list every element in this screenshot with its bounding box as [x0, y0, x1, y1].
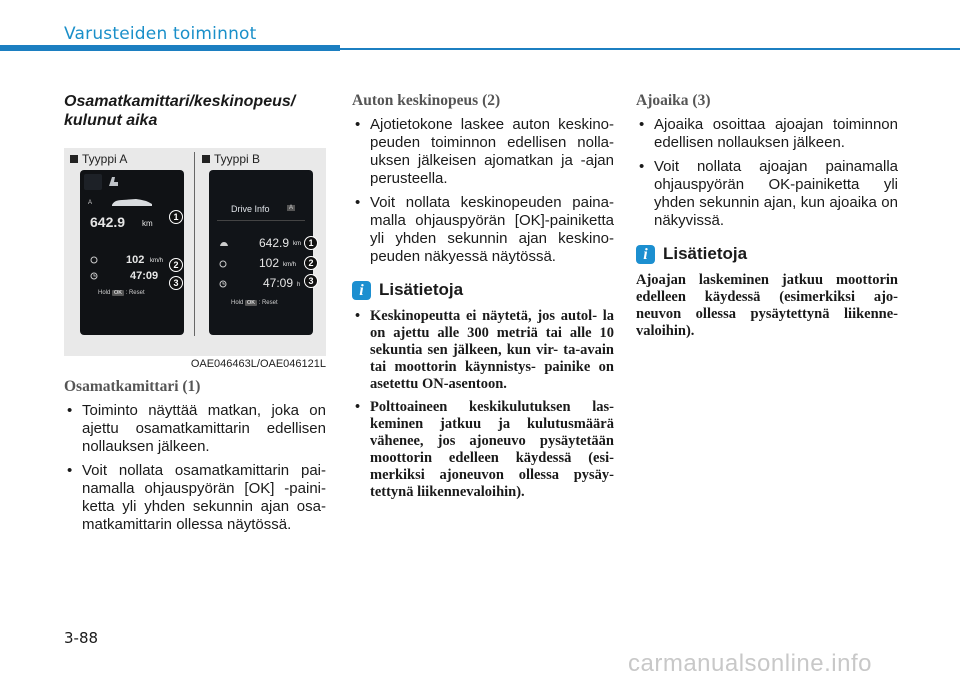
header-rule — [340, 48, 960, 50]
callout-1: 1 — [169, 210, 183, 224]
screen-badge: A — [88, 200, 93, 206]
callout-3: 3 — [304, 274, 318, 288]
info-title: Lisätietoja — [663, 244, 748, 263]
screen-speed: 102 — [259, 256, 280, 270]
section-title: Osamatkamittari/keskinopeus/ kulunut aika — [64, 93, 296, 129]
section-heading: Ajoaika (3) — [636, 92, 711, 109]
screen-distance: 642.9 — [259, 236, 290, 250]
figure-caption: OAE046463L/OAE046121L — [190, 358, 326, 370]
figure-label-b: Tyyppi B — [202, 152, 260, 166]
info-title: Lisätietoja — [379, 280, 464, 299]
screen-tile — [84, 174, 102, 190]
info-icon: i — [636, 245, 655, 264]
callout-3: 3 — [169, 276, 183, 290]
info-text: Ajoajan laskeminen jatkuu moottorin edelleen käydessä (esimerkiksi ajo- neuvon ollessa pysäytettynä liikenne- valoihin). — [636, 272, 898, 339]
figure-label-a: Tyyppi A — [70, 152, 127, 166]
bullet-list — [64, 402, 326, 534]
screen-distance-unit: km — [142, 219, 153, 228]
screen-hold-hint: Hold OK : Reset — [231, 300, 278, 306]
page-number: 3-88 — [64, 629, 99, 647]
info-icon: i — [352, 281, 371, 300]
screen-rule — [217, 220, 305, 221]
callout-2: 2 — [304, 256, 318, 270]
screen-time-unit: h — [297, 282, 301, 288]
column-right — [636, 92, 898, 340]
section-heading: Auton keskinopeus (2) — [352, 92, 501, 109]
list-item: • Ajoaika osoittaa ajoajan toiminnon edellisen nollauksen jälkeen. — [636, 116, 898, 152]
column-left — [64, 92, 326, 540]
screen-speed-unit: km/h — [150, 258, 164, 264]
figure-divider — [194, 152, 195, 336]
column-middle — [352, 92, 614, 507]
cluster-screen-b — [209, 170, 313, 335]
clock-icon — [219, 280, 227, 288]
list-item: • Polttoaineen keskikulutuksen las- keminen jatkuu ja kulutusmäärä vähenee, jos ajoneuvo pysäytetään moottorin edelleen käydessä (esi- merkiksi ajoneuvon ollessa pysäy- tettynä liikennevaloihin). — [352, 399, 614, 501]
screen-title: Drive Info — [231, 204, 270, 214]
seat-icon — [106, 174, 120, 188]
watermark: carmanualsonline.info — [628, 650, 872, 677]
list-item: • Voit nollata osamatkamittarin pai- namalla ohjauspyörän [OK] -paini- ketta yli yhden sekunnin ajan osa- matkamittarin ollessa näytössä. — [64, 462, 326, 534]
clock-icon — [90, 272, 98, 280]
screen-distance: 642.9 — [90, 214, 126, 230]
header-title: Varusteiden toiminnot — [64, 24, 257, 44]
screen-hold-hint: Hold OK : Reset — [98, 290, 145, 296]
callout-2: 2 — [169, 258, 183, 272]
screen-time: 47:09 — [263, 276, 294, 290]
bullet-list — [636, 116, 898, 230]
screen-distance-unit: km — [293, 241, 301, 247]
bullet-list — [352, 116, 614, 266]
square-bullet-icon — [70, 155, 78, 163]
list-item: • Ajotietokone laskee auton keskino- peuden toiminnon edellisen nolla- uksen jälkeisen ajomatkan ja -ajan perusteella. — [352, 116, 614, 188]
screen-speed: 102 — [126, 254, 145, 266]
info-header — [352, 280, 614, 300]
square-bullet-icon — [202, 155, 210, 163]
car-icon — [219, 240, 229, 247]
cluster-screen-a — [80, 170, 184, 335]
info-bullet-list — [352, 308, 614, 501]
section-heading: Osamatkamittari (1) — [64, 378, 201, 395]
list-item: • Toiminto näyttää matkan, joka on ajettu osamatkamittarin edellisen nollauksen jälkeen. — [64, 402, 326, 456]
car-icon — [110, 196, 154, 208]
list-item: • Voit nollata ajoajan painamalla ohjauspyörän OK-painiketta yli yhden sekunnin ajan, kun ajoaika on näkyvissä. — [636, 158, 898, 230]
header-bar — [0, 45, 340, 51]
gauge-icon — [219, 260, 227, 268]
screen-badge: A — [289, 205, 294, 211]
list-item: • Voit nollata keskinopeuden paina- malla ohjauspyörän [OK]-painiketta yli yhden sekunnin ajan keskino- peuden näkyessä näytössä. — [352, 194, 614, 266]
callout-1: 1 — [304, 236, 318, 250]
screen-speed-unit: km/h — [283, 262, 297, 268]
info-header — [636, 244, 898, 264]
gauge-icon — [90, 256, 98, 264]
list-item: • Keskinopeutta ei näytetä, jos autol- la on ajettu alle 300 metriä tai alle 10 sekuntia sen jälkeen, kun vir- ta-avain tai moottorin käynnistys- painike on asetettu ON-asentoon. — [352, 308, 614, 393]
figure-trip-display — [64, 148, 326, 370]
screen-time: 47:09 — [130, 270, 159, 282]
